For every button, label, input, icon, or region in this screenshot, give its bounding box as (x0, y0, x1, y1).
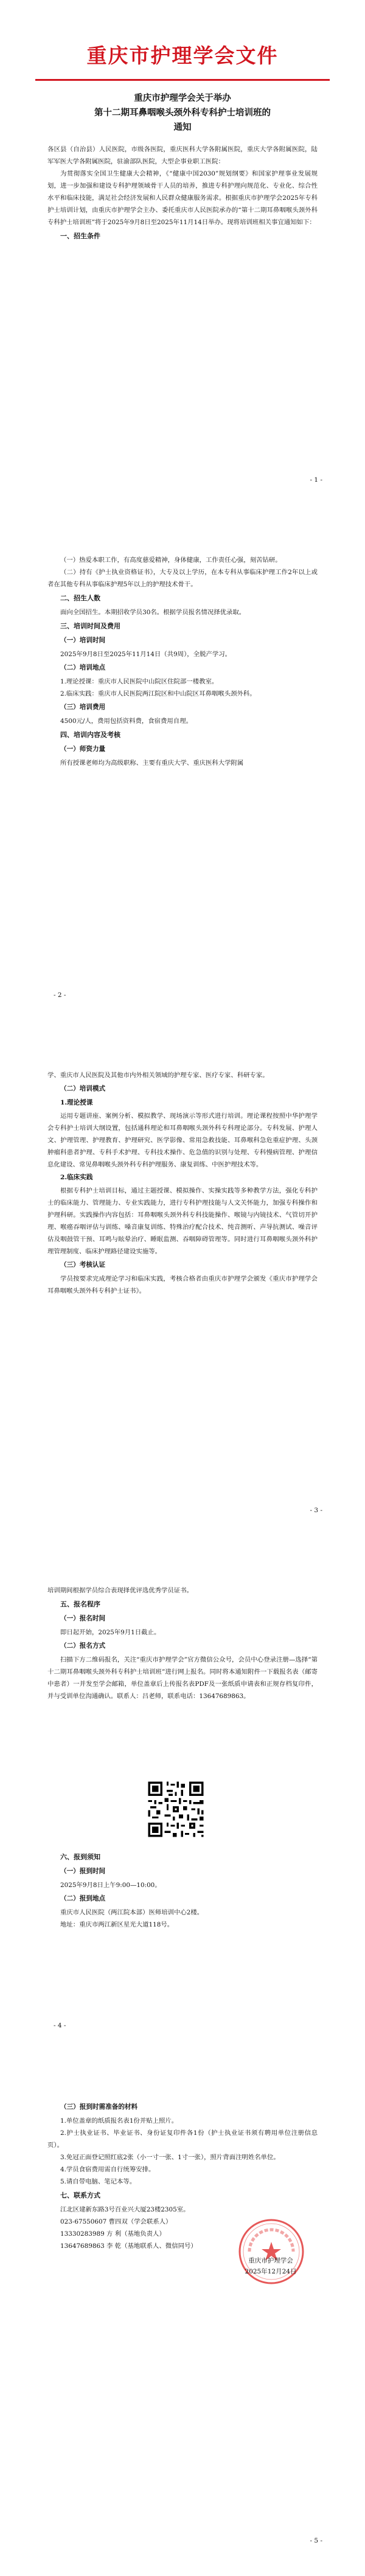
material-4: 4.学员食宿费用需自行统筹安排。 (60, 2166, 155, 2173)
deadline-text: 即日起开始，2025年9月1日截止。 (60, 1629, 161, 1636)
subsection-heading: （二）报到地点 (60, 1895, 106, 1902)
subsection-heading: （一）报到时间 (60, 1868, 106, 1875)
subsection-heading: （一）培训时间 (60, 637, 106, 644)
notice-title-line: 通知 (173, 122, 192, 132)
section-heading: 七、联系方式 (60, 2191, 100, 2199)
registration-qr-code[interactable] (146, 1780, 206, 1839)
subsection-heading: （三）培训费用 (60, 704, 106, 711)
item-heading: 1.理论授课 (60, 1099, 93, 1106)
location-2: 2.临床实践：重庆市人民医院两江院区和中山院区耳鼻咽喉头颈外科。 (60, 690, 256, 697)
subsection-heading: （二）报名方式 (60, 1642, 106, 1649)
intro-paragraph: 为贯彻落实全国卫生健康大会精神，《“健康中国2030”规划纲要》和国家护理事业发展规划，进一步加强和建设专科护理领域骨干人员的培养，推进专科护理向规范化、专业化、综合性水平和临床技能，满足社会经济发展和人民群众健康服务需求。根据重庆市护理学会2025年专科护士培训计划，由重庆市护理学会主办、委托重庆市人民医院承办的“第十二期耳鼻咽喉头颈外科专科护士培训班”将于2025年9月8日至2025年11月14日举办。现将培训班相关事宜通知如下： (47, 170, 318, 226)
section-heading: 一、招生条件 (60, 232, 100, 240)
certification-text: 学员按要求完成理论学习和临床实践，考核合格者由重庆市护理学会颁发《重庆市护理学会耳鼻咽喉头颈外科专科护士证书》。 (47, 1275, 318, 1295)
subsection-heading: （一）报名时间 (60, 1615, 106, 1622)
section-heading: 六、报到须知 (60, 1853, 100, 1861)
faculty-text: 所有授课老师均为高级职称、主要有重庆大学、重庆医科大学附属 (60, 759, 244, 767)
section-heading: 三、培训时间及费用 (60, 622, 120, 630)
certification-text-continued: 培训期间根据学员综合表现择优评选优秀学员证书。 (47, 1587, 193, 1594)
section-heading: 二、招生人数 (60, 594, 100, 602)
material-3: 3.免冠正面登记照红底2张（小一寸一张、1寸一张），照片背面注明姓名单位。 (60, 2154, 280, 2161)
subsection-heading: （二）培训模式 (60, 1085, 106, 1092)
contact-address: 江北区建新东路3号百业兴大厦23楼2305室。 (60, 2206, 190, 2213)
subsection-heading: （三）报到时需准备的材料 (60, 2103, 138, 2111)
practice-text: 根据专科护士培训目标，通过主题授课、模拟操作、实操实践等多种教学方法，强化专科护士的临床能力、管理能力、专业实践能力，进行专科护理技能与人文关怀能力，加强专科操作和护理科研。实践操作内容包括：耳鼻咽喉头颈外科专科技能操作、喉镜与内镜技术、气管切开护理、喉癌吞咽评估与训练、嗓音康复训练、特殊治疗配合技术、纯音测听、声导抗测试、噪音评估及咽鼓管干预、耳鸣与眩晕治疗、睡眠监测、吞咽障碍管理等。同时进行耳鼻咽喉头颈外科护理管理制度、临床护理路径建设实施等。 (47, 1187, 318, 1255)
subsection-heading: （二）培训地点 (60, 664, 106, 671)
training-time: 2025年9月8日至2025年11月14日（共9周），全脱产学习。 (60, 651, 231, 658)
notice-title-line: 第十二期耳鼻咽喉头颈外科专科护士培训班的 (94, 108, 271, 118)
notice-title-line: 重庆市护理学会关于举办 (134, 93, 231, 103)
page-number: - 5 - (310, 2537, 322, 2544)
contact-phone-2: 13330283989 方 利（基地负责人） (60, 2230, 165, 2238)
page-1 (0, 0, 365, 515)
checkin-time: 2025年9月8日上午9:00—10:00。 (60, 1882, 161, 1889)
location-1: 1.理论授课：重庆市人民医院中山院区住院部一楼教室。 (60, 678, 218, 685)
page-number: - 2 - (54, 992, 66, 999)
fee-text: 4500元/人，费用包括资料费，食宿费用自理。 (60, 718, 192, 725)
page-number: - 1 - (310, 476, 322, 484)
notice-title (43, 91, 322, 135)
checkin-place: 重庆市人民医院（两江院本部）医师培训中心2楼。 (60, 1909, 204, 1916)
item-heading: 2.临床实践 (60, 1174, 93, 1181)
checkin-address: 地址：重庆市两江新区星光大道118号。 (60, 1921, 174, 1928)
section-heading: 五、报名程序 (60, 1600, 100, 1608)
page-number: - 4 - (54, 2022, 66, 2029)
condition-2: （二）持有《护士执业资格证书》，大专及以上学历，在本专科从事临床护理工作2年以上或者在其他专科从事临床护理5年以上的护理技术骨干。 (47, 569, 318, 588)
page-5 (0, 2061, 365, 2576)
faculty-text-continued: 学、重庆市人民医院及其他市内外相关领域的护理专家、医疗专家、科研专家。 (47, 1072, 269, 1079)
contact-phone-3: 13647689863 李 乾（基地联系人、微信同号） (60, 2242, 197, 2250)
registration-method: 扫描下方二维码报名，关注“重庆市护理学会”官方微信公众号，会员中心登录注册—选择“第十二期耳鼻咽喉头颈外科专科护士培训班”进行网上报名。同时将本通知附件一下载报名表（邮寄中患者）一并发至学会邮箱，单位盖章后上传报名表PDF及一张纸质申请表和正规存档复印件，并与受训单位沟通确认。联系人：吕老师，联系电话：13647689863。 (47, 1656, 318, 1700)
subsection-heading: （一）师资力量 (60, 745, 106, 753)
signer: 重庆市护理学会 (248, 2257, 293, 2264)
material-2: 2.护士执业证书、毕业证书、身份证复印件各1份（护士执业证书须有聘用单位注册信息页）。 (47, 2129, 318, 2149)
quota-text: 面向全国招生。本期招收学员30名。根据学员报名情况择优录取。 (60, 609, 246, 616)
section-heading: 四、培训内容及考核 (60, 731, 120, 739)
page-3 (0, 1030, 365, 1546)
org-title: 重庆市护理学会文件 (86, 44, 279, 67)
page-number: - 3 - (310, 1507, 322, 1514)
recipients: 各区县（自治县）人民医院，市级各医院，重庆医科大学各附属医院，重庆大学各附属医院，陆军军医大学各附属医院，驻渝部队医院，大型企事业职工医院： (47, 146, 318, 165)
condition-1: （一）热爱本职工作，有高度慈爱精神，身体健康，工作责任心强，刻苦钻研。 (60, 557, 282, 564)
page-2 (0, 515, 365, 1030)
signature-block (225, 2255, 316, 2277)
red-divider (35, 79, 330, 81)
material-5: 5.请自带电脑、笔记本等。 (60, 2178, 136, 2185)
theory-text: 运用专题讲座、案例分析、模拟教学、现场演示等形式进行培训。理论课程按照中华护理学会专科护士培训大纲设置，包括通科理论和耳鼻咽喉头颈外科专科理论部分。专科发展、护理人文、护理管理、护理教育、护理研究、医学影像、常用急救技能、耳鼻喉科急危重症护理、头颈肿瘤科患者护理、专科手术护理、专科技术操作、危急值的识别与处理、专科慢病管理、护理信息化建设、常见鼻咽喉头颈外科专科护理服务、康复训练、中医护理技术等。 (47, 1112, 318, 1168)
contact-phone-1: 023-67550607 曹四双（学会联系人） (60, 2218, 172, 2225)
subsection-heading: （三）考核认证 (60, 1261, 106, 1269)
material-1: 1.单位盖章的纸质报名表1份并贴上照片。 (60, 2117, 178, 2125)
page-4 (0, 1546, 365, 2061)
sign-date: 2025年12月24日 (245, 2268, 297, 2275)
